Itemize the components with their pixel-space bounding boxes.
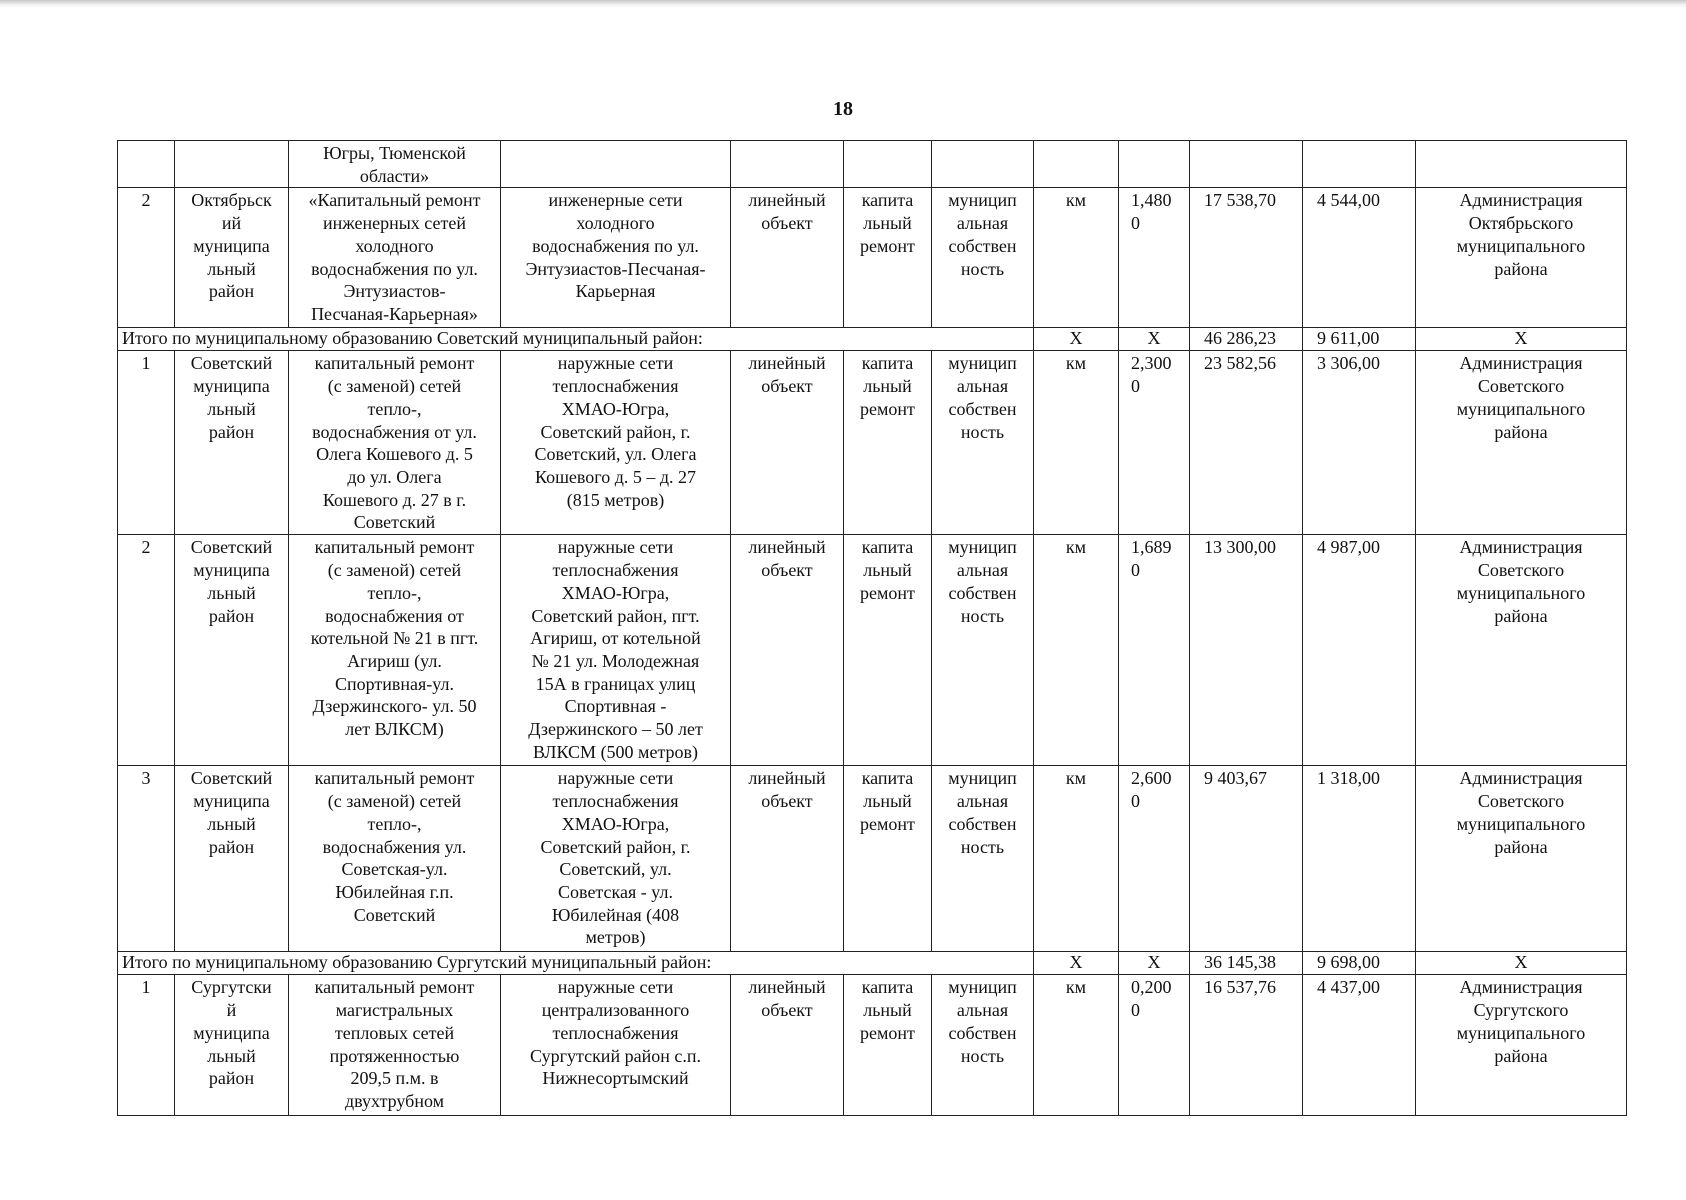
- total-owner-cell: X: [1416, 328, 1627, 351]
- object-type-cell: линейный объект: [731, 535, 844, 766]
- ownership-cell: муницип альная собствен ность: [932, 351, 1034, 535]
- amount1-cell: 23 582,56: [1190, 351, 1303, 535]
- object-description-cell: наружные сети теплоснабжения ХМАО-Югра, Советский район, г. Советский, ул. Советская - ул. Юбилейная (408 метров): [501, 766, 731, 952]
- work-type-cell: капита льный ремонт: [844, 766, 932, 952]
- responsible-owner-cell: Администрация Советского муниципального района: [1416, 535, 1627, 766]
- work-type-cell: капита льный ремонт: [844, 351, 932, 535]
- total-row: [118, 952, 1627, 975]
- row-number-cell: 1: [118, 975, 175, 1116]
- table-row: [118, 766, 1627, 952]
- total-amount1-cell: 46 286,23: [1190, 328, 1303, 351]
- row-number-cell: 2: [118, 188, 175, 328]
- unit-cell: км: [1034, 766, 1119, 952]
- total-qty-cell: X: [1119, 328, 1190, 351]
- object-description-cell: инженерные сети холодного водоснабжения по ул. Энтузиастов-Песчаная- Карьерная: [501, 188, 731, 328]
- amount2-cell: 4 437,00: [1303, 975, 1416, 1116]
- district-cell: Советский муниципа льный район: [175, 766, 289, 952]
- amount1-cell: 13 300,00: [1190, 535, 1303, 766]
- project-name-cell: Югры, Тюменской области»: [289, 141, 501, 188]
- object-type-cell: линейный объект: [731, 351, 844, 535]
- project-name-cell: капитальный ремонт (с заменой) сетей тепло-, водоснабжения ул. Советская-ул. Юбилейная г.п. Советский: [289, 766, 501, 952]
- quantity-cell: 1,480 0: [1119, 188, 1190, 328]
- district-cell: Советский муниципа льный район: [175, 535, 289, 766]
- ownership-cell: муницип альная собствен ность: [932, 766, 1034, 952]
- amount2-cell: 3 306,00: [1303, 351, 1416, 535]
- work-type-cell: капита льный ремонт: [844, 975, 932, 1116]
- row-number-cell: [118, 141, 175, 188]
- total-amount2-cell: 9 611,00: [1303, 328, 1416, 351]
- total-row: [118, 328, 1627, 351]
- object-type-cell: линейный объект: [731, 975, 844, 1116]
- ownership-cell: муницип альная собствен ность: [932, 188, 1034, 328]
- work-type-cell: капита льный ремонт: [844, 535, 932, 766]
- amount2-cell: [1303, 141, 1416, 188]
- ownership-cell: муницип альная собствен ность: [932, 535, 1034, 766]
- total-amount1-cell: 36 145,38: [1190, 952, 1303, 975]
- row-number-cell: 3: [118, 766, 175, 952]
- scan-edge-shadow: [0, 0, 1686, 8]
- quantity-cell: 1,689 0: [1119, 535, 1190, 766]
- object-description-cell: наружные сети централизованного теплоснабжения Сургутский район с.п. Нижнесортымский: [501, 975, 731, 1116]
- total-owner-cell: X: [1416, 952, 1627, 975]
- project-name-cell: капитальный ремонт (с заменой) сетей тепло-, водоснабжения от котельной № 21 в пгт. Агириш (ул. Спортивная-ул. Дзержинского- ул. 50 лет ВЛКСМ): [289, 535, 501, 766]
- amount1-cell: 9 403,67: [1190, 766, 1303, 952]
- table-row: [118, 351, 1627, 535]
- total-unit-cell: X: [1034, 328, 1119, 351]
- unit-cell: км: [1034, 535, 1119, 766]
- district-cell: Октябрьск ий муниципа льный район: [175, 188, 289, 328]
- total-label-cell: Итого по муниципальному образованию Советский муниципальный район:: [118, 328, 1034, 351]
- district-cell: [175, 141, 289, 188]
- work-type-cell: капита льный ремонт: [844, 188, 932, 328]
- object-type-cell: [731, 141, 844, 188]
- project-name-cell: капитальный ремонт магистральных тепловых сетей протяженностью 209,5 п.м. в двухтрубном: [289, 975, 501, 1116]
- unit-cell: км: [1034, 351, 1119, 535]
- amount2-cell: 4 987,00: [1303, 535, 1416, 766]
- row-number-cell: 2: [118, 535, 175, 766]
- total-label-cell: Итого по муниципальному образованию Сургутский муниципальный район:: [118, 952, 1034, 975]
- object-type-cell: линейный объект: [731, 188, 844, 328]
- responsible-owner-cell: Администрация Сургутского муниципального района: [1416, 975, 1627, 1116]
- table-body: [118, 141, 1627, 1116]
- responsible-owner-cell: Администрация Советского муниципального района: [1416, 351, 1627, 535]
- amount2-cell: 1 318,00: [1303, 766, 1416, 952]
- row-number-cell: 1: [118, 351, 175, 535]
- table-row: [118, 975, 1627, 1116]
- object-description-cell: [501, 141, 731, 188]
- amount1-cell: 17 538,70: [1190, 188, 1303, 328]
- quantity-cell: 0,200 0: [1119, 975, 1190, 1116]
- ownership-cell: [932, 141, 1034, 188]
- project-name-cell: капитальный ремонт (с заменой) сетей тепло-, водоснабжения от ул. Олега Кошевого д. 5 до ул. Олега Кошевого д. 27 в г. Советский: [289, 351, 501, 535]
- total-qty-cell: X: [1119, 952, 1190, 975]
- responsible-owner-cell: [1416, 141, 1627, 188]
- district-cell: Сургутски й муниципа льный район: [175, 975, 289, 1116]
- quantity-cell: [1119, 141, 1190, 188]
- amount1-cell: 16 537,76: [1190, 975, 1303, 1116]
- page-number: 18: [833, 98, 853, 120]
- unit-cell: км: [1034, 975, 1119, 1116]
- project-name-cell: «Капитальный ремонт инженерных сетей холодного водоснабжения по ул. Энтузиастов- Песчаная-Карьерная»: [289, 188, 501, 328]
- amount2-cell: 4 544,00: [1303, 188, 1416, 328]
- table-row: [118, 535, 1627, 766]
- object-type-cell: линейный объект: [731, 766, 844, 952]
- work-type-cell: [844, 141, 932, 188]
- table-row: [118, 188, 1627, 328]
- total-amount2-cell: 9 698,00: [1303, 952, 1416, 975]
- responsible-owner-cell: Администрация Октябрьского муниципального района: [1416, 188, 1627, 328]
- total-unit-cell: X: [1034, 952, 1119, 975]
- table-row: [118, 141, 1627, 188]
- ownership-cell: муницип альная собствен ность: [932, 975, 1034, 1116]
- responsible-owner-cell: Администрация Советского муниципального района: [1416, 766, 1627, 952]
- unit-cell: км: [1034, 188, 1119, 328]
- unit-cell: [1034, 141, 1119, 188]
- quantity-cell: 2,300 0: [1119, 351, 1190, 535]
- projects-table: [117, 140, 1627, 1116]
- quantity-cell: 2,600 0: [1119, 766, 1190, 952]
- amount1-cell: [1190, 141, 1303, 188]
- object-description-cell: наружные сети теплоснабжения ХМАО-Югра, Советский район, пгт. Агириш, от котельной № 21 ул. Молодежная 15А в границах улиц Спортивная - Дзержинского – 50 лет ВЛКСМ (500 метров): [501, 535, 731, 766]
- object-description-cell: наружные сети теплоснабжения ХМАО-Югра, Советский район, г. Советский, ул. Олега Кошевого д. 5 – д. 27 (815 метров): [501, 351, 731, 535]
- district-cell: Советский муниципа льный район: [175, 351, 289, 535]
